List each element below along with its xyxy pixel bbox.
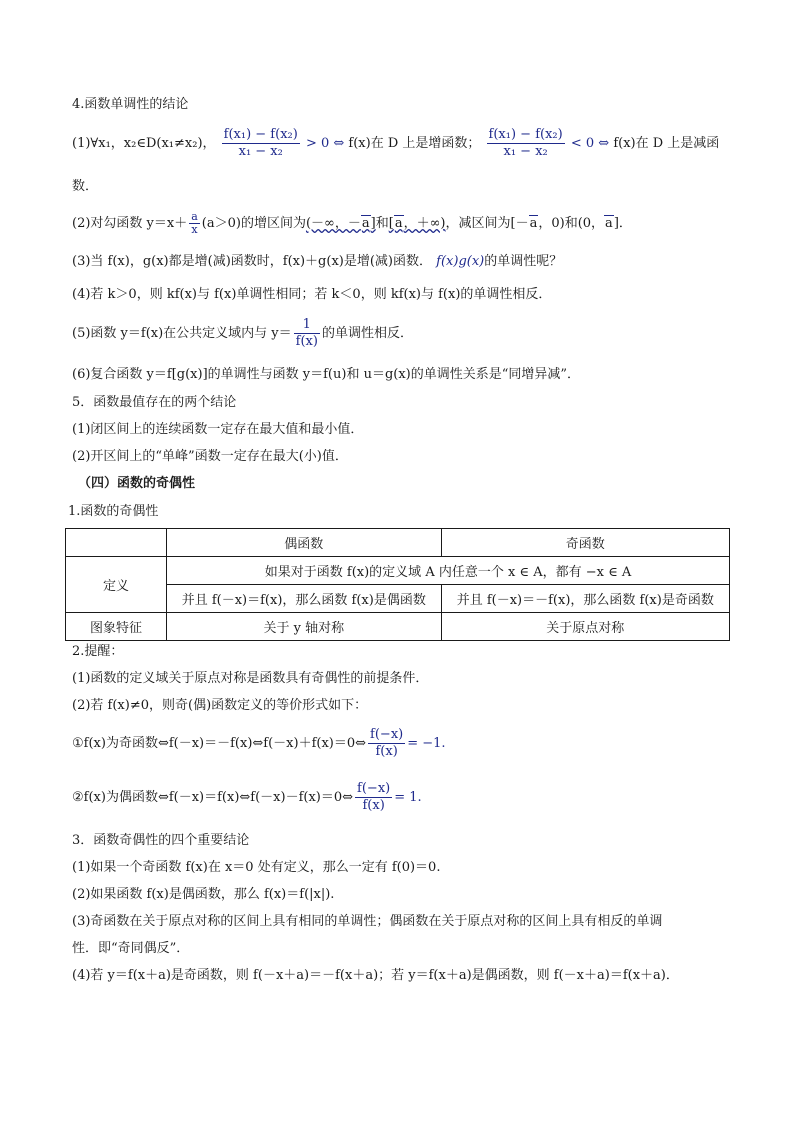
graph-odd: 关于原点对称	[441, 613, 729, 641]
extreme-value-conclusion-2: (2)开区间上的“单峰”函数一定存在最大(小)值．	[72, 449, 348, 464]
difference-quotient: $\frac{\text{f(x₁) − f(x₂)}}{\text{x₁ − x₂}}$	[223, 127, 298, 159]
section-4-title: 4.函数单调性的结论	[72, 97, 189, 112]
monotonic-conclusion-1: (1)∀x₁，x₂∈D(x₁≠x₂)， $\frac{\text{f(x₁) − f(x₂)}}{\text{x₁ − x₂}}$ > 0 ⇔ f(x)在 D 上是增函数； $\frac{\text{f(x₁) − f(x₂)}}{\text{x₁ − x₂}}$ < 0 ⇔ f(x)在 D 上是减函	[72, 127, 720, 159]
monotonic-conclusion-5: (5)函数 y＝f(x)在公共定义域内与 y＝ $\frac{1}{f(x)}$ 的单调性相反．	[72, 317, 413, 349]
odd-ratio-fraction: $\frac{f(-x)}{f(x)}$	[370, 727, 404, 759]
table-row	[66, 613, 730, 641]
row-label-graph: 图象特征	[66, 613, 167, 641]
parity-heading: （四）函数的奇偶性	[78, 476, 196, 491]
row-label-definition: 定义	[66, 557, 167, 613]
definition-common: 如果对于函数 f(x)的定义域 A 内任意一个 x ∈ A，都有 −x ∈ A	[167, 557, 730, 585]
reciprocal-fraction: $\frac{1}{f(x)}$	[295, 317, 318, 349]
odd-function-equivalence: ①f(x)为奇函数⇔f(－x)＝－f(x)⇔f(－x)＋f(x)＝0⇔ $\frac{f(-x)}{f(x)}$ = −1.	[72, 727, 446, 759]
monotonic-conclusion-4: (4)若 k＞0，则 kf(x)与 f(x)单调性相同；若 k＜0，则 kf(x)与 f(x)的单调性相反．	[72, 287, 552, 302]
product-fg: f(x)g(x)	[436, 254, 485, 269]
item1-lead: (1)∀x₁，x₂∈D(x₁≠x₂)，	[72, 136, 216, 151]
tip-2: (2)若 f(x)≠0，则奇(偶)函数定义的等价形式如下：	[72, 698, 368, 713]
sqrt-a: a	[361, 216, 370, 231]
monotonic-conclusion-3: (3)当 f(x)，g(x)都是增(减)函数时，f(x)＋g(x)是增(减)函数． f(x)g(x)的单调性呢？	[72, 254, 563, 269]
monotonic-conclusion-2: (2)对勾函数 y＝x＋ $\frac{a}{x}$ (a＞0)的增区间为(－∞，－a]和[a，＋∞)，减区间为[－a，0)和(0，a]．	[72, 210, 632, 236]
graph-even: 关于 y 轴对称	[167, 613, 442, 641]
tips-title: 2.提醒：	[72, 644, 124, 659]
definition-even: 并且 f(－x)＝f(x)，那么函数 f(x)是偶函数	[167, 585, 442, 613]
table-row	[66, 557, 730, 585]
parity-conclusion-3: (3)奇函数在关于原点对称的区间上具有相同的单调性；偶函数在关于原点对称的区间上具有相反的单调	[72, 914, 663, 929]
parity-table	[65, 528, 730, 641]
parity-conclusion-4: (4)若 y＝f(x＋a)是奇函数，则 f(－x＋a)＝－f(x＋a)；若 y＝f(x＋a)是偶函数，则 f(－x＋a)＝f(x＋a)．	[72, 968, 679, 983]
parity-conclusion-2: (2)如果函数 f(x)是偶函数，那么 f(x)＝f(|x|).	[72, 887, 335, 902]
tip-1: (1)函数的定义域关于原点对称是函数具有奇偶性的前提条件．	[72, 671, 429, 686]
table-row	[66, 529, 730, 557]
extreme-value-conclusion-1: (1)闭区间上的连续函数一定存在最大值和最小值．	[72, 422, 364, 437]
even-function-equivalence: ②f(x)为偶函数⇔f(－x)＝f(x)⇔f(－x)－f(x)＝0⇔ $\frac{f(-x)}{f(x)}$ = 1.	[72, 781, 422, 813]
parity-conclusion-1: (1)如果一个奇函数 f(x)在 x＝0 处有定义，那么一定有 f(0)＝0.	[72, 860, 441, 875]
parity-subtitle: 1.函数的奇偶性	[68, 504, 159, 519]
a-over-x: $\frac{a}{x}$	[191, 210, 198, 236]
section-3-title: 3．函数奇偶性的四个重要结论	[72, 833, 250, 848]
header-even: 偶函数	[167, 529, 442, 557]
definition-odd: 并且 f(－x)＝－f(x)，那么函数 f(x)是奇函数	[441, 585, 729, 613]
parity-conclusion-3-wrap: 性．即“奇同偶反”．	[72, 941, 190, 956]
header-odd: 奇函数	[441, 529, 729, 557]
even-ratio-fraction: $\frac{f(-x)}{f(x)}$	[357, 781, 391, 813]
difference-quotient-2: $\frac{\text{f(x₁) − f(x₂)}}{\text{x₁ − x₂}}$	[488, 127, 563, 159]
section-5-title: 5．函数最值存在的两个结论	[72, 395, 237, 410]
monotonic-conclusion-6: (6)复合函数 y＝f[g(x)]的单调性与函数 y＝f(u)和 u＝g(x)的单调性关系是“同增异减”．	[72, 367, 581, 382]
monotonic-conclusion-1-wrap: 数．	[72, 179, 99, 194]
